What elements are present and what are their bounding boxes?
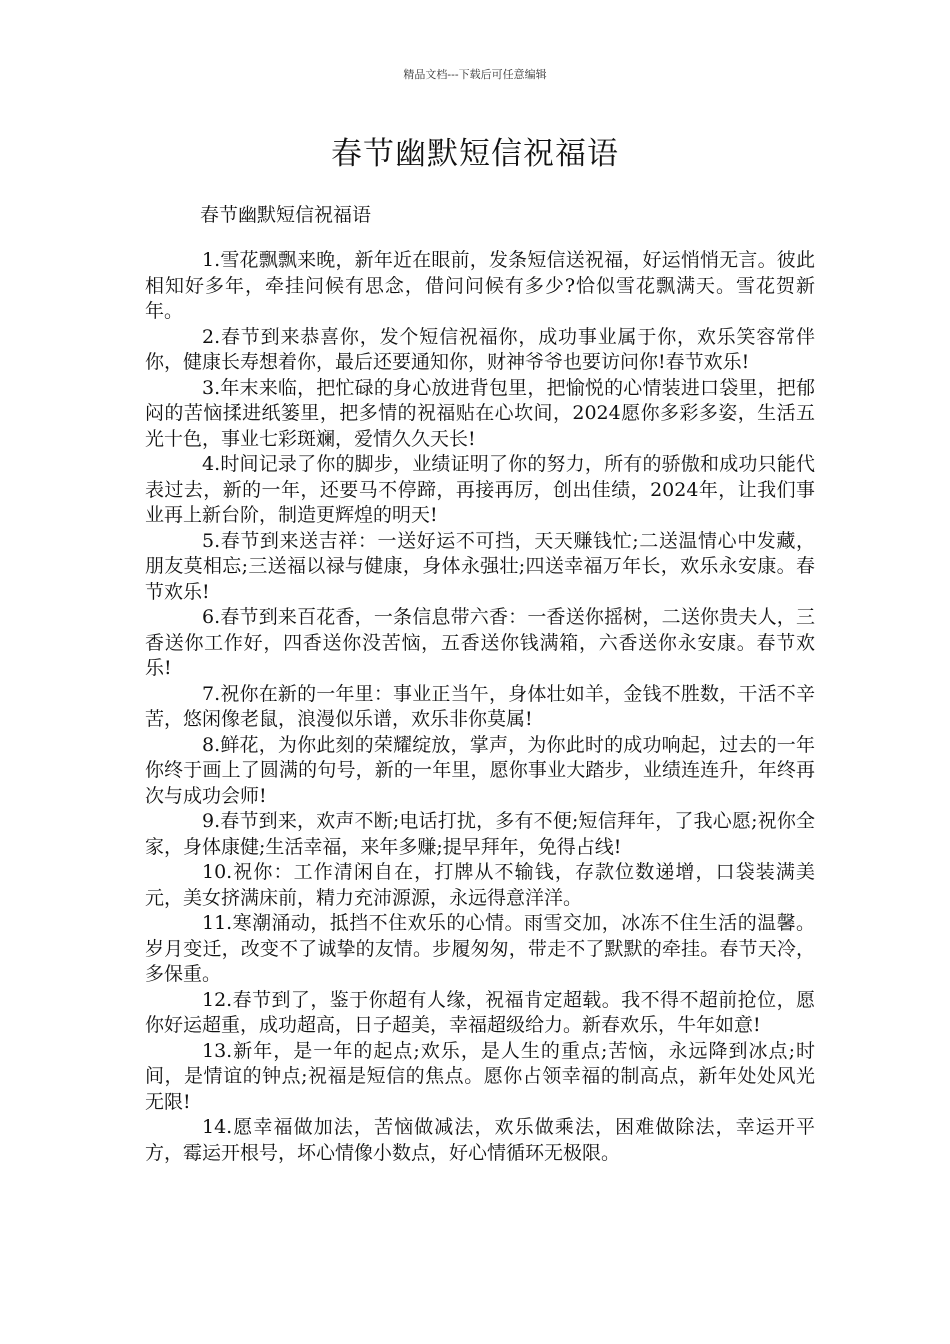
paragraph-2: 2.春节到来恭喜你，发个短信祝福你，成功事业属于你，欢乐笑容常伴你，健康长寿想着你，最后还要通知你，财神爷爷也要访问你!春节欢乐!	[145, 325, 815, 373]
document-body	[145, 248, 815, 1166]
paragraph-11: 11.寒潮涌动，抵挡不住欢乐的心情。雨雪交加，冰冻不住生活的温馨。岁月变迁，改变不了诚挚的友情。步履匆匆，带走不了默默的牵挂。春节天冷，多保重。	[145, 912, 815, 985]
paragraph-10: 10.祝你：工作清闲自在，打牌从不输钱，存款位数递增，口袋装满美元，美女挤满床前，精力充沛源源，永远得意洋洋。	[145, 861, 815, 909]
paragraph-9: 9.春节到来，欢声不断;电话打扰，多有不便;短信拜年，了我心愿;祝你全家，身体康健;生活幸福，来年多赚;提早拜年，免得占线!	[145, 810, 815, 858]
paragraph-3: 3.年末来临，把忙碌的身心放进背包里，把愉悦的心情装进口袋里，把郁闷的苦恼揉进纸篓里，把多情的祝福贴在心坎间，2024愿你多彩多姿，生活五光十色，事业七彩斑斓，爱情久久天长!	[145, 376, 815, 450]
document-subtitle: 春节幽默短信祝福语	[200, 204, 372, 226]
paragraph-13: 13.新年，是一年的起点;欢乐，是人生的重点;苦恼，永远降到冰点;时间，是情谊的钟点;祝福是短信的焦点。愿你占领幸福的制高点，新年处处风光无限!	[145, 1039, 815, 1113]
document-title: 春节幽默短信祝福语	[331, 136, 619, 172]
paragraph-4: 4.时间记录了你的脚步，业绩证明了你的努力，所有的骄傲和成功只能代表过去，新的一年，还要马不停蹄，再接再厉，创出佳绩，2024年，让我们事业再上新台阶，制造更辉煌的明天!	[145, 453, 815, 526]
paragraph-14: 14.愿幸福做加法，苦恼做减法，欢乐做乘法，困难做除法，幸运开平方，霉运开根号，坏心情像小数点，好心情循环无极限。	[145, 1116, 815, 1164]
paragraph-5: 5.春节到来送吉祥：一送好运不可挡，天天赚钱忙;二送温情心中发藏，朋友莫相忘;三送福以禄与健康，身体永强壮;四送幸福万年长，欢乐永安康。春节欢乐!	[145, 529, 815, 603]
paragraph-12: 12.春节到了，鉴于你超有人缘，祝福肯定超载。我不得不超前抢位，愿你好运超重，成功超高，日子超美，幸福超级给力。新春欢乐，牛年如意!	[145, 988, 815, 1036]
page-header: 精品文档---下载后可任意编辑	[403, 68, 547, 81]
paragraph-1: 1.雪花飘飘来晚，新年近在眼前，发条短信送祝福，好运悄悄无言。彼此相知好多年，牵挂问候有思念，借问问候有多少?恰似雪花飘满天。雪花贺新年。	[145, 249, 815, 322]
paragraph-6: 6.春节到来百花香，一条信息带六香：一香送你摇树，二送你贵夫人，三香送你工作好，四香送你没苦恼，五香送你钱满箱，六香送你永安康。春节欢乐!	[145, 606, 815, 679]
paragraph-7: 7.祝你在新的一年里：事业正当午，身体壮如羊，金钱不胜数，干活不辛苦，悠闲像老鼠，浪漫似乐谱，欢乐非你莫属!	[145, 682, 815, 730]
paragraph-8: 8.鲜花，为你此刻的荣耀绽放，掌声，为你此时的成功响起，过去的一年你终于画上了圆满的句号，新的一年里，愿你事业大踏步，业绩连连升，年终再次与成功会师!	[145, 733, 815, 807]
